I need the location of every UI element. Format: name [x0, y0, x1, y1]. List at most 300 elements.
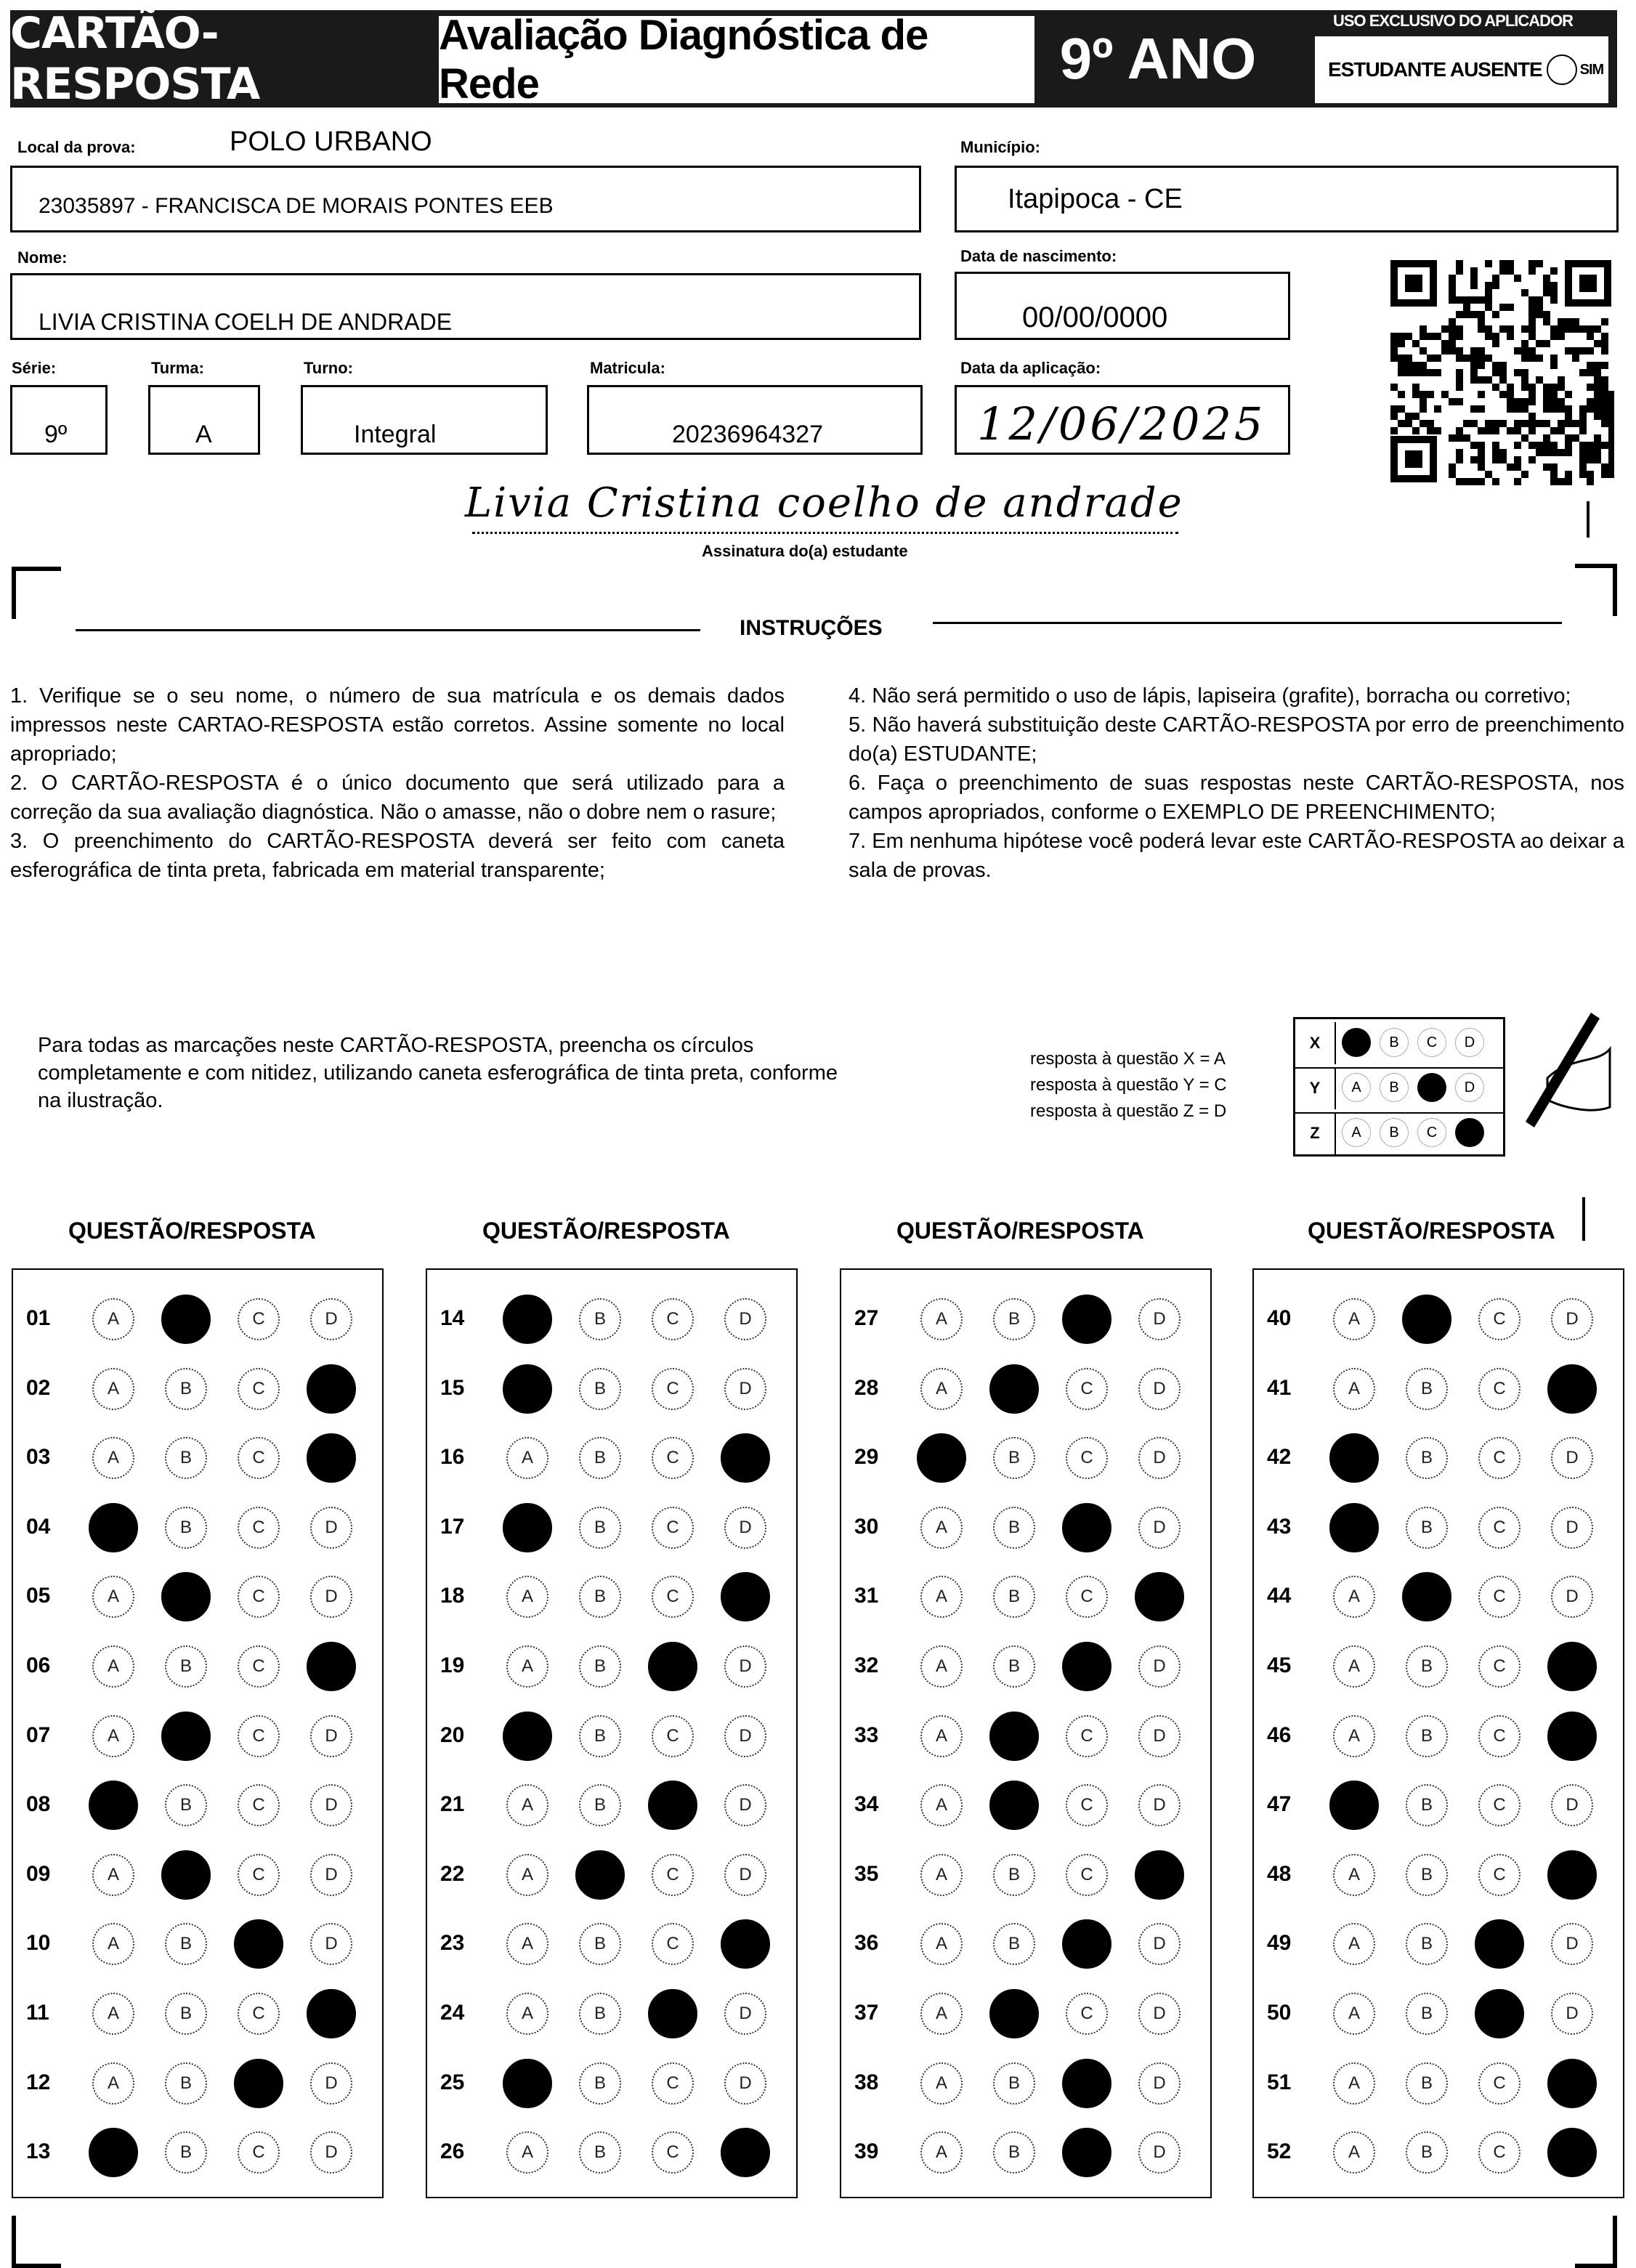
question-number: 35: [854, 1861, 879, 1886]
answer-bubble[interactable]: D: [1551, 1923, 1593, 1965]
answer-bubble[interactable]: D: [1138, 1645, 1181, 1688]
question-number: 16: [440, 1445, 465, 1470]
answer-bubble-filled[interactable]: [89, 1503, 138, 1552]
answer-bubble-filled[interactable]: [1329, 1433, 1379, 1483]
divider: [76, 629, 700, 631]
answer-bubble[interactable]: A: [920, 1507, 963, 1549]
answer-bubble[interactable]: B: [579, 1507, 621, 1549]
answer-bubble-filled[interactable]: [1547, 1850, 1597, 1900]
answer-bubble[interactable]: C: [1066, 1576, 1108, 1618]
question-number: 52: [1267, 2139, 1292, 2164]
answer-bubble[interactable]: A: [92, 1437, 134, 1479]
answer-bubble[interactable]: A: [92, 2062, 134, 2105]
matricula-label: Matricula:: [590, 359, 665, 377]
answer-bubble[interactable]: B: [1406, 1368, 1448, 1410]
example-question: Y: [1295, 1067, 1336, 1109]
answer-bubble[interactable]: B: [579, 1576, 621, 1618]
question-number: 39: [854, 2139, 879, 2164]
answer-bubble[interactable]: A: [920, 1854, 963, 1896]
serie-label: Série:: [12, 359, 57, 377]
answer-bubble[interactable]: B: [1406, 1645, 1448, 1688]
question-number: 50: [1267, 2001, 1292, 2025]
answer-bubble[interactable]: A: [1333, 1576, 1375, 1618]
answer-bubble[interactable]: B: [993, 1298, 1035, 1340]
answer-bubble-filled[interactable]: [1547, 1712, 1597, 1761]
question-number: 48: [1267, 1861, 1292, 1886]
answer-bubble-filled[interactable]: [1062, 2059, 1111, 2108]
answer-bubble-filled[interactable]: [307, 1364, 356, 1414]
answer-bubble[interactable]: C: [652, 1715, 694, 1757]
answer-bubble[interactable]: C: [1478, 1645, 1520, 1688]
answer-bubble-filled[interactable]: [989, 1364, 1039, 1414]
answer-bubble-filled[interactable]: [234, 2059, 283, 2108]
answer-bubble-filled[interactable]: [161, 1295, 211, 1344]
answer-bubble[interactable]: A: [1333, 1923, 1375, 1965]
answer-bubble-filled[interactable]: [503, 2059, 552, 2108]
answer-bubble[interactable]: B: [1406, 1993, 1448, 2035]
answer-bubble[interactable]: D: [1138, 1923, 1181, 1965]
answers-column-title: QUESTÃO/RESPOSTA: [482, 1218, 730, 1244]
answer-bubble[interactable]: B: [1406, 1854, 1448, 1896]
answer-bubble[interactable]: B: [579, 1437, 621, 1479]
answer-bubble[interactable]: A: [920, 1298, 963, 1340]
answer-bubble[interactable]: A: [92, 1923, 134, 1965]
answer-bubble[interactable]: C: [652, 1437, 694, 1479]
answer-bubble[interactable]: B: [993, 1923, 1035, 1965]
answer-bubble[interactable]: C: [1478, 1507, 1520, 1549]
example-line-x: resposta à questão X = A: [1030, 1049, 1226, 1069]
answer-bubble-filled[interactable]: [307, 1989, 356, 2038]
answer-bubble[interactable]: B: [993, 2131, 1035, 2174]
answer-bubble-filled[interactable]: [1062, 1503, 1111, 1552]
answer-bubble[interactable]: A: [92, 1368, 134, 1410]
signature-line: [472, 532, 1178, 534]
turma-value: A: [195, 421, 212, 448]
answer-bubble[interactable]: A: [920, 1576, 963, 1618]
instruction-6: 6. Faça o preenchimento de suas respostas neste CARTÃO-RESPOSTA, nos campos apropriados, conforme o EXEMPLO DE PREENCHIMENTO;: [849, 771, 1624, 824]
answer-bubble-filled[interactable]: [307, 1433, 356, 1483]
example-question: X: [1295, 1022, 1336, 1064]
aplicacao-field: [955, 385, 1290, 455]
answer-bubble[interactable]: B: [165, 1645, 207, 1688]
answer-bubble[interactable]: D: [310, 1854, 352, 1896]
fill-note: Para todas as marcações neste CARTÃO-RESPOSTA, preencha os círculos completamente e com nitidez, utilizando caneta esferográfica de tinta preta, conforme na ilustração.: [38, 1034, 838, 1112]
example-table: [1293, 1017, 1505, 1157]
answer-bubble[interactable]: D: [310, 1576, 352, 1618]
answer-bubble[interactable]: A: [1333, 1645, 1375, 1688]
answer-bubble-filled[interactable]: [721, 1572, 770, 1621]
example-bubble-filled: [1417, 1073, 1446, 1102]
answer-bubble-filled[interactable]: [648, 1781, 697, 1830]
answer-bubble[interactable]: C: [238, 1854, 280, 1896]
answer-bubble[interactable]: A: [1333, 1715, 1375, 1757]
answer-bubble-filled[interactable]: [1329, 1503, 1379, 1552]
school-value: 23035897 - FRANCISCA DE MORAIS PONTES EEB: [39, 194, 554, 218]
question-number: 49: [1267, 1931, 1292, 1956]
question-number: 22: [440, 1861, 465, 1886]
answer-bubble[interactable]: D: [724, 1854, 766, 1896]
answer-bubble[interactable]: D: [310, 1507, 352, 1549]
answer-bubble-filled[interactable]: [1402, 1295, 1451, 1344]
answer-bubble[interactable]: B: [1406, 1923, 1448, 1965]
answer-bubble[interactable]: C: [238, 1784, 280, 1826]
answer-bubble[interactable]: B: [1406, 1784, 1448, 1826]
answer-bubble-filled[interactable]: [1062, 2128, 1111, 2177]
answer-bubble-filled[interactable]: [1547, 1642, 1597, 1691]
answer-bubble-filled[interactable]: [89, 2128, 138, 2177]
nome-label: Nome:: [17, 248, 68, 267]
answer-bubble[interactable]: A: [92, 1645, 134, 1688]
answer-bubble-filled[interactable]: [1475, 1989, 1524, 2038]
answer-bubble[interactable]: C: [1478, 1368, 1520, 1410]
answer-bubble[interactable]: A: [506, 1437, 548, 1479]
answer-bubble[interactable]: D: [1138, 2062, 1181, 2105]
answer-bubble[interactable]: A: [506, 2131, 548, 2174]
question-number: 15: [440, 1375, 465, 1400]
answer-bubble[interactable]: C: [1478, 2062, 1520, 2105]
question-number: 32: [854, 1653, 879, 1677]
answer-bubble-filled[interactable]: [989, 1989, 1039, 2038]
school-field: [10, 166, 921, 232]
answer-bubble-filled[interactable]: [161, 1712, 211, 1761]
question-number: 33: [854, 1722, 879, 1747]
answer-bubble[interactable]: B: [579, 1993, 621, 2035]
answer-bubble[interactable]: A: [92, 1298, 134, 1340]
answer-bubble[interactable]: C: [238, 1715, 280, 1757]
answer-bubble[interactable]: B: [579, 1368, 621, 1410]
answers-column-title: QUESTÃO/RESPOSTA: [896, 1218, 1144, 1244]
answer-bubble-filled[interactable]: [503, 1712, 552, 1761]
answer-bubble-filled[interactable]: [307, 1642, 356, 1691]
corner-mark: [1575, 2216, 1617, 2268]
answer-bubble[interactable]: B: [993, 2062, 1035, 2105]
exam-title: Avaliação Diagnóstica de Rede: [439, 16, 1034, 103]
answer-bubble[interactable]: C: [1478, 2131, 1520, 2174]
answer-bubble[interactable]: C: [1066, 1437, 1108, 1479]
answer-bubble[interactable]: C: [238, 1507, 280, 1549]
answer-bubble[interactable]: D: [1138, 1993, 1181, 2035]
example-bubble: A: [1342, 1073, 1371, 1102]
answer-bubble[interactable]: C: [652, 1298, 694, 1340]
example-line-z: resposta à questão Z = D: [1030, 1101, 1227, 1121]
answer-bubble[interactable]: A: [506, 1854, 548, 1896]
answer-bubble[interactable]: B: [1406, 2131, 1448, 2174]
answer-bubble-filled[interactable]: [161, 1850, 211, 1900]
answer-bubble-filled[interactable]: [721, 2128, 770, 2177]
answer-bubble[interactable]: B: [993, 1854, 1035, 1896]
question-number: 11: [26, 2001, 49, 2025]
question-number: 05: [26, 1584, 51, 1608]
answer-bubble-filled[interactable]: [575, 1850, 625, 1900]
answer-bubble-filled[interactable]: [1062, 1295, 1111, 1344]
local-label: Local da prova:: [17, 138, 136, 156]
answers-column-title: QUESTÃO/RESPOSTA: [1308, 1218, 1555, 1244]
answer-bubble[interactable]: D: [1138, 1715, 1181, 1757]
answer-bubble-filled[interactable]: [648, 1642, 697, 1691]
answer-bubble[interactable]: D: [724, 1993, 766, 2035]
answer-bubble[interactable]: B: [165, 2062, 207, 2105]
answer-bubble[interactable]: B: [579, 2062, 621, 2105]
answer-bubble[interactable]: C: [238, 1576, 280, 1618]
answer-bubble[interactable]: A: [92, 1715, 134, 1757]
answer-bubble[interactable]: B: [579, 1715, 621, 1757]
answer-bubble[interactable]: C: [238, 1993, 280, 2035]
aplicacao-label: Data da aplicação:: [960, 359, 1101, 377]
answer-bubble[interactable]: D: [310, 2062, 352, 2105]
answer-bubble-filled[interactable]: [721, 1433, 770, 1483]
answer-bubble-filled[interactable]: [1062, 1642, 1111, 1691]
answer-bubble[interactable]: D: [1138, 1298, 1181, 1340]
answer-bubble[interactable]: B: [165, 1437, 207, 1479]
answer-bubble[interactable]: A: [506, 1576, 548, 1618]
answer-bubble-filled[interactable]: [234, 1919, 283, 1969]
answer-bubble[interactable]: A: [1333, 1854, 1375, 1896]
answer-bubble[interactable]: A: [506, 1784, 548, 1826]
answer-bubble[interactable]: C: [1478, 1854, 1520, 1896]
turma-label: Turma:: [151, 359, 204, 377]
answer-bubble[interactable]: A: [1333, 2131, 1375, 2174]
answer-bubble[interactable]: D: [1138, 1437, 1181, 1479]
answer-bubble[interactable]: D: [1138, 2131, 1181, 2174]
answer-bubble[interactable]: B: [579, 1784, 621, 1826]
answer-bubble[interactable]: D: [724, 1298, 766, 1340]
question-number: 20: [440, 1722, 465, 1747]
answer-bubble[interactable]: B: [165, 1507, 207, 1549]
answer-bubble-filled[interactable]: [721, 1919, 770, 1969]
answer-bubble[interactable]: B: [993, 1437, 1035, 1479]
instruction-5: 5. Não haverá substituição deste CARTÃO-RESPOSTA por erro de preenchimento do(a) ESTUDANTE;: [849, 713, 1624, 766]
answer-bubble[interactable]: A: [920, 1923, 963, 1965]
qr-code: [1388, 257, 1614, 485]
answer-bubble[interactable]: A: [920, 1368, 963, 1410]
answer-bubble[interactable]: B: [993, 1576, 1035, 1618]
answer-bubble-filled[interactable]: [917, 1433, 966, 1483]
corner-mark: [1575, 564, 1617, 616]
answer-bubble[interactable]: D: [724, 1507, 766, 1549]
answer-bubble[interactable]: C: [1066, 1784, 1108, 1826]
answer-bubble[interactable]: B: [1406, 1507, 1448, 1549]
answer-bubble[interactable]: D: [724, 1368, 766, 1410]
question-number: 10: [26, 1931, 51, 1956]
answer-bubble-filled[interactable]: [1547, 2059, 1597, 2108]
answer-bubble-filled[interactable]: [1135, 1850, 1184, 1900]
answer-bubble-filled[interactable]: [1402, 1572, 1451, 1621]
answer-bubble[interactable]: D: [724, 1645, 766, 1688]
answer-bubble[interactable]: D: [310, 2131, 352, 2174]
answer-bubble[interactable]: A: [1333, 1368, 1375, 1410]
nome-field: [10, 273, 921, 340]
example-legend: [1030, 1046, 1227, 1125]
local-value: POLO URBANO: [230, 126, 432, 157]
answer-bubble-filled[interactable]: [161, 1572, 211, 1621]
answer-bubble[interactable]: A: [1333, 2062, 1375, 2105]
answer-bubble-filled[interactable]: [1547, 2128, 1597, 2177]
serie-value: 9º: [44, 421, 68, 448]
answer-bubble[interactable]: D: [724, 2062, 766, 2105]
answer-bubble[interactable]: C: [1066, 1993, 1108, 2035]
answer-bubble[interactable]: D: [724, 1715, 766, 1757]
answer-bubble[interactable]: C: [1478, 1298, 1520, 1340]
answer-bubble[interactable]: B: [165, 2131, 207, 2174]
answer-bubble[interactable]: D: [1551, 1437, 1593, 1479]
turno-label: Turno:: [304, 359, 354, 377]
question-number: 40: [1267, 1306, 1292, 1330]
answer-bubble[interactable]: B: [579, 2131, 621, 2174]
answer-bubble[interactable]: B: [993, 1645, 1035, 1688]
answer-bubble[interactable]: C: [1066, 1854, 1108, 1896]
answer-bubble-filled[interactable]: [1135, 1572, 1184, 1621]
answer-bubble[interactable]: A: [920, 1715, 963, 1757]
answer-bubble[interactable]: A: [1333, 1298, 1375, 1340]
question-number: 27: [854, 1306, 879, 1330]
serie-field: [10, 385, 108, 455]
answer-bubble[interactable]: D: [310, 1715, 352, 1757]
answer-bubble[interactable]: C: [1478, 1784, 1520, 1826]
answer-bubble[interactable]: C: [652, 1368, 694, 1410]
answers-column-title: QUESTÃO/RESPOSTA: [68, 1218, 316, 1244]
answer-bubble[interactable]: A: [1333, 1993, 1375, 2035]
example-bubble: B: [1380, 1073, 1409, 1102]
matricula-field: [587, 385, 923, 455]
answer-bubble[interactable]: C: [238, 1645, 280, 1688]
answer-bubble[interactable]: C: [652, 1923, 694, 1965]
answer-bubble[interactable]: B: [993, 1507, 1035, 1549]
answer-bubble[interactable]: D: [1138, 1784, 1181, 1826]
question-number: 01: [26, 1306, 51, 1330]
grade-label: 9º ANO: [1059, 26, 1257, 91]
question-number: 46: [1267, 1722, 1292, 1747]
question-number: 04: [26, 1514, 51, 1539]
answer-bubble-filled[interactable]: [503, 1503, 552, 1552]
example-bubble: D: [1455, 1073, 1484, 1102]
answer-bubble[interactable]: B: [1406, 1437, 1448, 1479]
question-number: 08: [26, 1792, 51, 1817]
answer-bubble[interactable]: A: [506, 1645, 548, 1688]
answer-bubble-filled[interactable]: [1329, 1781, 1379, 1830]
answer-bubble[interactable]: C: [652, 2131, 694, 2174]
answer-bubble[interactable]: D: [724, 1784, 766, 1826]
nome-value: LIVIA CRISTINA COELH DE ANDRADE: [39, 309, 453, 335]
answer-bubble[interactable]: D: [1551, 1507, 1593, 1549]
answer-bubble[interactable]: B: [165, 1993, 207, 2035]
turno-field: [301, 385, 548, 455]
answer-bubble[interactable]: D: [1138, 1507, 1181, 1549]
answer-bubble[interactable]: A: [920, 2131, 963, 2174]
answer-bubble[interactable]: C: [652, 1576, 694, 1618]
answer-bubble[interactable]: B: [579, 1298, 621, 1340]
example-bubble: B: [1380, 1118, 1409, 1147]
absent-bubble[interactable]: [1547, 54, 1577, 85]
answer-bubble[interactable]: A: [920, 1993, 963, 2035]
answer-bubble[interactable]: A: [506, 1993, 548, 2035]
signature: Livia Cristina coelho de andrade: [465, 479, 1183, 527]
answer-bubble[interactable]: C: [1066, 1715, 1108, 1757]
answer-bubble[interactable]: D: [1551, 1993, 1593, 2035]
question-number: 14: [440, 1306, 465, 1330]
question-number: 13: [26, 2139, 51, 2164]
absent-label: ESTUDANTE AUSENTE: [1328, 58, 1542, 81]
answer-bubble-filled[interactable]: [648, 1989, 697, 2038]
answer-bubble[interactable]: A: [92, 1993, 134, 2035]
answer-bubble[interactable]: C: [652, 1854, 694, 1896]
answer-bubble[interactable]: A: [920, 1645, 963, 1688]
example-bubble-filled: [1455, 1118, 1484, 1147]
question-number: 37: [854, 2001, 879, 2025]
instructions-right: [849, 681, 1624, 885]
matricula-value: 20236964327: [672, 421, 824, 448]
answer-bubble[interactable]: B: [1406, 2062, 1448, 2105]
answer-bubble-filled[interactable]: [89, 1781, 138, 1830]
question-number: 47: [1267, 1792, 1292, 1817]
question-number: 38: [854, 2070, 879, 2094]
answer-bubble[interactable]: C: [1478, 1437, 1520, 1479]
answer-bubble-filled[interactable]: [503, 1295, 552, 1344]
example-bubble-filled: [1342, 1028, 1371, 1057]
question-number: 28: [854, 1375, 879, 1400]
answer-bubble-filled[interactable]: [503, 1364, 552, 1414]
answer-bubble[interactable]: D: [310, 1784, 352, 1826]
answer-bubble[interactable]: D: [310, 1298, 352, 1340]
answer-bubble[interactable]: A: [920, 1784, 963, 1826]
answer-bubble[interactable]: B: [165, 1923, 207, 1965]
answer-bubble[interactable]: C: [1478, 1715, 1520, 1757]
answer-bubble[interactable]: A: [506, 1923, 548, 1965]
answer-bubble[interactable]: A: [920, 2062, 963, 2105]
answer-bubble[interactable]: B: [1406, 1715, 1448, 1757]
answer-bubble[interactable]: B: [579, 1923, 621, 1965]
answer-bubble-filled[interactable]: [989, 1781, 1039, 1830]
answer-bubble[interactable]: D: [310, 1923, 352, 1965]
question-number: 44: [1267, 1584, 1292, 1608]
answer-bubble[interactable]: C: [238, 1298, 280, 1340]
answer-bubble[interactable]: C: [238, 1368, 280, 1410]
answer-bubble[interactable]: A: [92, 1576, 134, 1618]
answer-bubble[interactable]: D: [1551, 1576, 1593, 1618]
answer-bubble[interactable]: C: [238, 1437, 280, 1479]
example-bubble: B: [1380, 1028, 1409, 1057]
answer-bubble[interactable]: D: [1551, 1784, 1593, 1826]
question-number: 51: [1267, 2070, 1292, 2094]
answer-bubble[interactable]: C: [1066, 1368, 1108, 1410]
nasc-label: Data de nascimento:: [960, 247, 1117, 265]
answer-bubble[interactable]: A: [92, 1854, 134, 1896]
answer-bubble-filled[interactable]: [989, 1712, 1039, 1761]
example-question: Z: [1295, 1112, 1336, 1154]
edge-tick: [1582, 1197, 1585, 1241]
answer-bubble[interactable]: D: [1551, 1298, 1593, 1340]
answer-bubble-filled[interactable]: [1062, 1919, 1111, 1969]
instruction-3: 3. O preenchimento do CARTÃO-RESPOSTA deverá ser feito com caneta esferográfica de tinta preta, fabricada em material transparente;: [10, 830, 785, 882]
answer-bubble[interactable]: B: [579, 1645, 621, 1688]
corner-mark: [12, 2216, 61, 2268]
question-number: 06: [26, 1653, 51, 1677]
question-number: 31: [854, 1584, 879, 1608]
example-bubble: C: [1417, 1028, 1446, 1057]
instruction-7: 7. Em nenhuma hipótese você poderá levar este CARTÃO-RESPOSTA ao deixar a sala de provas.: [849, 830, 1624, 882]
answer-bubble[interactable]: C: [652, 1507, 694, 1549]
answer-bubble[interactable]: D: [1138, 1368, 1181, 1410]
answer-bubble-filled[interactable]: [1475, 1919, 1524, 1969]
answer-bubble[interactable]: B: [165, 1368, 207, 1410]
answer-bubble[interactable]: B: [165, 1784, 207, 1826]
signature-label: Assinatura do(a) estudante: [702, 542, 908, 560]
question-number: 36: [854, 1931, 879, 1956]
answer-bubble[interactable]: C: [238, 2131, 280, 2174]
question-number: 17: [440, 1514, 465, 1539]
answer-bubble[interactable]: C: [652, 2062, 694, 2105]
answer-bubble[interactable]: C: [1478, 1576, 1520, 1618]
answer-bubble-filled[interactable]: [1547, 1364, 1597, 1414]
